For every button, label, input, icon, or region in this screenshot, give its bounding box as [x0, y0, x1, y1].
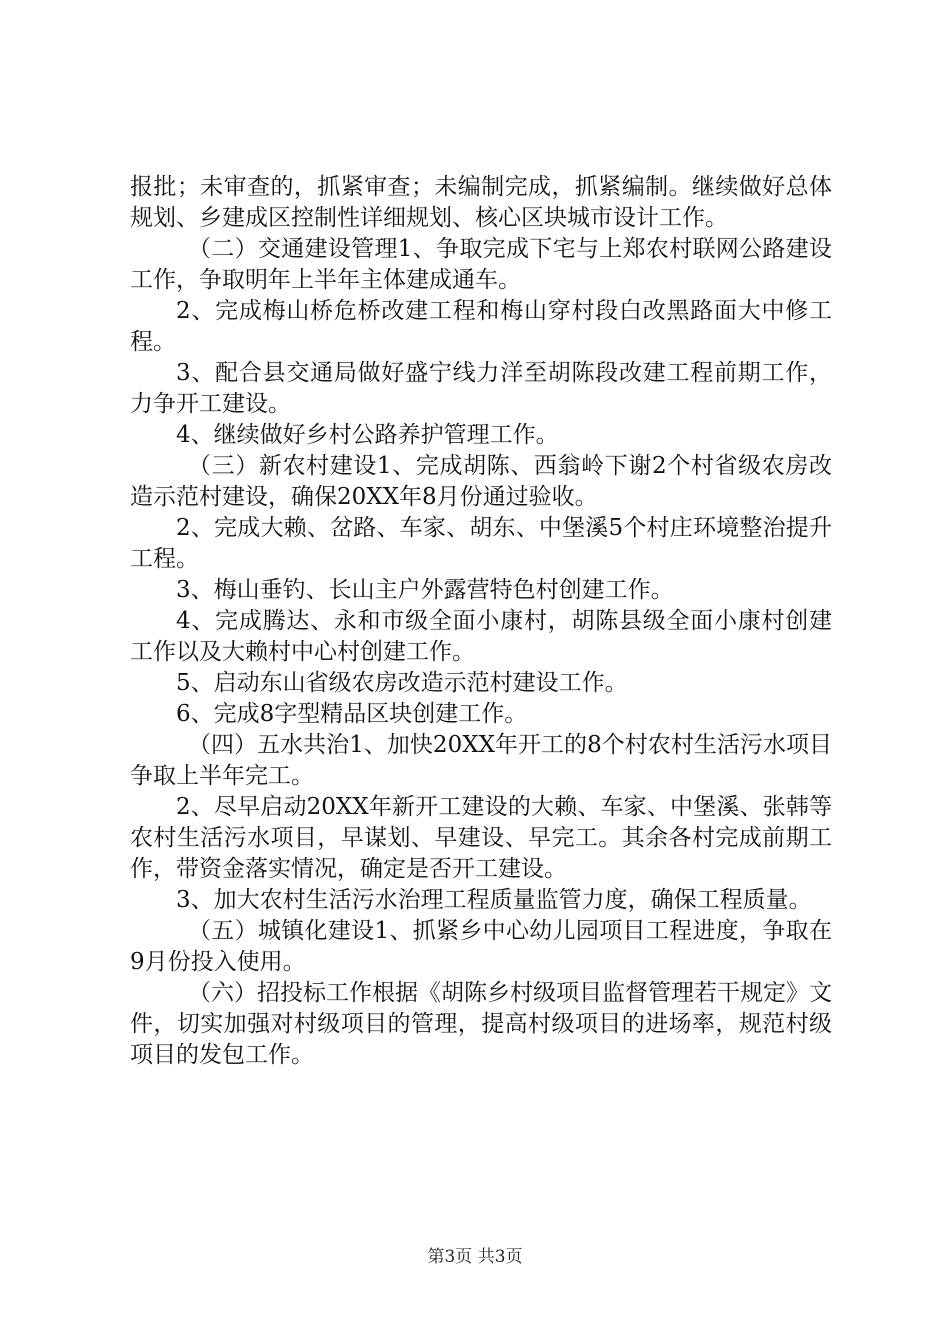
- paragraph-rural-item-4: 4、完成腾达、永和市级全面小康村，胡陈县级全面小康村创建工作以及大赖村中心村创建工作。: [130, 608, 832, 665]
- paragraph-water-heading: （四）五水共治1、加快20XX年开工的8个村农村生活污水项目争取上半年完工。: [130, 732, 832, 789]
- paragraph-traffic-heading: （二）交通建设管理1、争取完成下宅与上郑农村联网公路建设工作，争取明年上半年主体建成通车。: [130, 236, 832, 293]
- paragraph-bidding-heading: （六）招投标工作根据《胡陈乡村级项目监督管理若干规定》文件，切实加强对村级项目的管理，提高村级项目的进场率，规范村级项目的发包工作。: [130, 980, 832, 1068]
- paragraph-plan-continuation: 报批；未审查的，抓紧审查；未编制完成，抓紧编制。继续做好总体规划、乡建成区控制性详细规划、核心区块城市设计工作。: [130, 174, 832, 231]
- page-number-footer: 第3页 共3页: [427, 1247, 523, 1267]
- paragraph-water-item-2: 2、尽早启动20XX年新开工建设的大赖、车家、中堡溪、张韩等农村生活污水项目，早谋划、早建设、早完工。其余各村完成前期工作，带资金落实情况，确定是否开工建设。: [130, 794, 832, 882]
- paragraph-rural-item-6: 6、完成8字型精品区块创建工作。: [176, 701, 528, 727]
- document-body: [130, 172, 832, 1071]
- paragraph-rural-heading: （三）新农村建设1、完成胡陈、西翁岭下谢2个村省级农房改造示范村建设，确保20XX年8月份通过验收。: [130, 453, 832, 510]
- paragraph-urbanization-heading: （五）城镇化建设1、抓紧乡中心幼儿园项目工程进度，争取在9月份投入使用。: [130, 918, 832, 975]
- paragraph-traffic-item-4: 4、继续做好乡村公路养护管理工作。: [176, 422, 559, 448]
- paragraph-rural-item-2: 2、完成大赖、岔路、车家、胡东、中堡溪5个村庄环境整治提升工程。: [130, 515, 832, 572]
- paragraph-water-item-3: 3、加大农村生活污水治理工程质量监管力度，确保工程质量。: [176, 887, 812, 913]
- paragraph-rural-item-3: 3、梅山垂钓、长山主户外露营特色村创建工作。: [176, 577, 674, 603]
- paragraph-traffic-item-3: 3、配合县交通局做好盛宁线力洋至胡陈段改建工程前期工作，力争开工建设。: [130, 360, 832, 417]
- paragraph-rural-item-5: 5、启动东山省级农房改造示范村建设工作。: [176, 670, 628, 696]
- paragraph-traffic-item-2: 2、完成梅山桥危桥改建工程和梅山穿村段白改黑路面大中修工程。: [130, 298, 832, 355]
